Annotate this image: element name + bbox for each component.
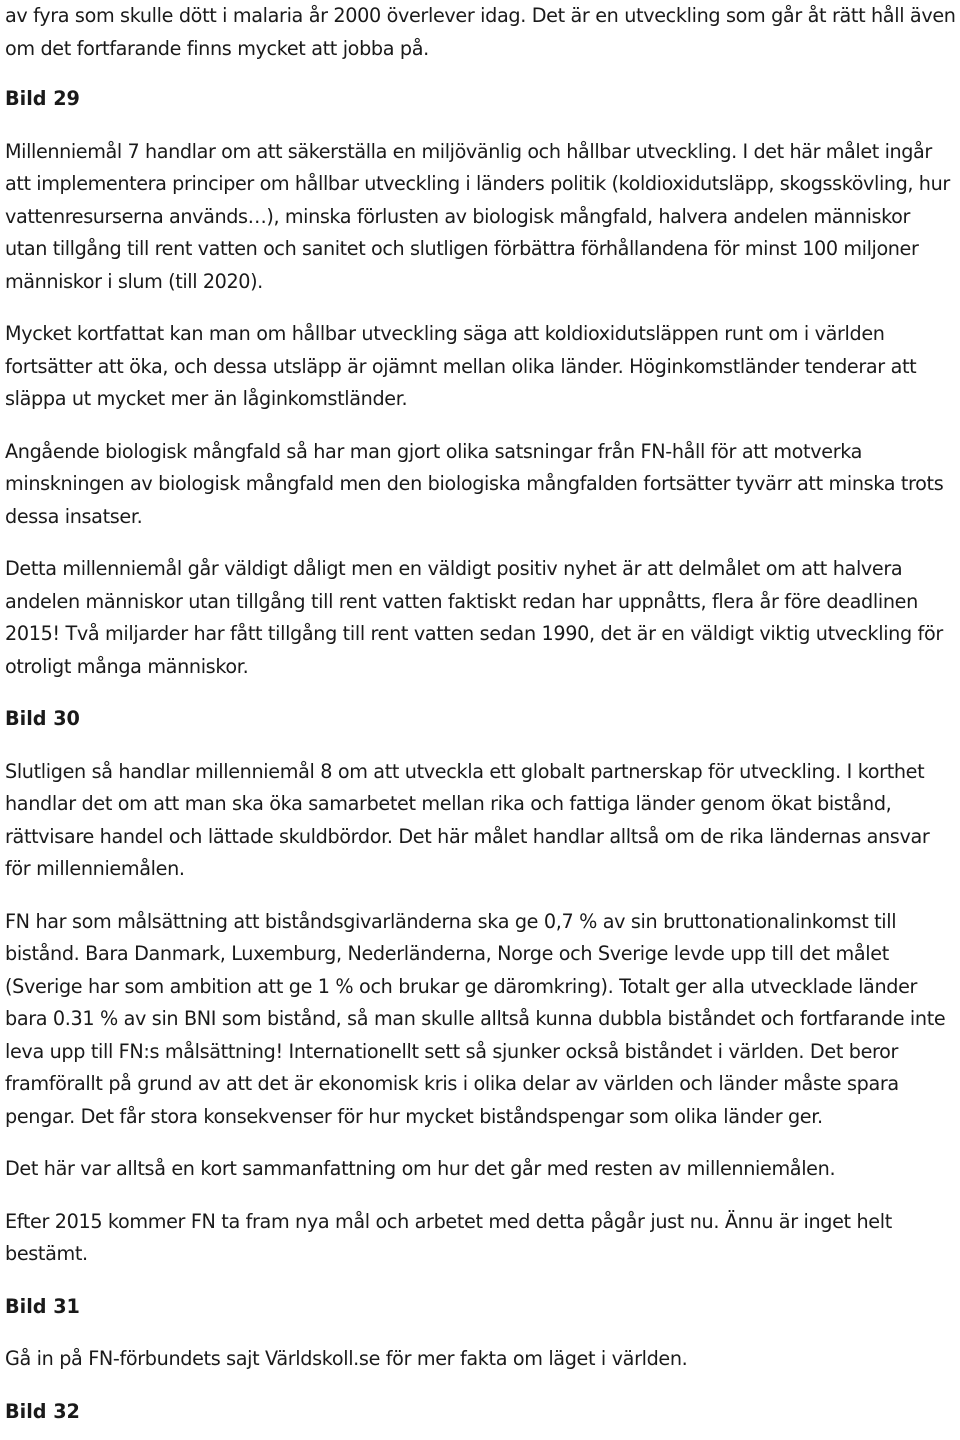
heading-bild-30: Bild 30 — [5, 707, 80, 730]
heading-bild-31: Bild 31 — [5, 1294, 80, 1318]
paragraph-mdg8: Slutligen så handlar millenniemål 8 om att utveckla ett globalt partnerskap för utveckling. I korthet handlar det om att man ska öka samarbetet mellan rika och fattiga länder genom ökat bistånd, rättvisare handel och lättade skuldbördor. Det här målet handlar alltså om de rika ländernas ansvar för millenniemålen. — [5, 759, 930, 880]
paragraph-sustainable-development: Mycket kortfattat kan man om hållbar utveckling säga att koldioxidutsläppen runt om i världen fortsätter att öka, och dessa utsläpp är ojämnt mellan olika länder. Höginkomstländer tenderar att släppa ut mycket mer än låginkomstländer. — [5, 322, 917, 410]
paragraph-post-2015: Efter 2015 kommer FN ta fram nya mål och arbetet med detta pågår just nu. Ännu är inget helt bestämt. — [5, 1209, 892, 1265]
paragraph-mdg7: Millenniemål 7 handlar om att säkerställa en miljövänlig och hållbar utveckling. I det här målet ingår att implementera principer om hållbar utveckling i länders politik (koldioxidutsläpp, skogsskövling, hur vattenresurserna används…), minska förlusten av biologisk mångfald, halvera andelen människor utan tillgång till rent vatten och sanitet och slutligen förbättra förhållandena för minst 100 miljoner människor i slum (till 2020). — [5, 139, 950, 293]
paragraph-aid-target: FN har som målsättning att biståndsgivarländerna ska ge 0,7 % av sin bruttonationalinkomst till bistånd. Bara Danmark, Luxemburg, Nederländerna, Norge och Sverige levde upp till det målet (Sverige har som ambition att ge 1 % och brukar ge däromkring). Totalt ger alla utvecklade länder bara 0.31 % av sin BNI som bistånd, så man skulle alltså kunna dubbla biståndet och fortfarande inte leva upp till FN:s målsättning! Internationellt sett så sjunker också biståndet i världen. Det beror framförallt på grund av att det är ekonomisk kris i olika delar av världen och länder måste spara pengar. Det får stora konsekvenser för hur mycket biståndspengar som olika länder ger. — [5, 909, 946, 1128]
paragraph-summary: Det här var alltså en kort sammanfattning om hur det går med resten av millenniemålen. — [5, 1157, 836, 1180]
paragraph-biodiversity: Angående biologisk mångfald så har man gjort olika satsningar från FN-håll för att motverka minskningen av biologisk mångfald men den biologiska mångfalden fortsätter tyvärr att minska trots dessa insatser. — [5, 439, 944, 528]
paragraph-clean-water: Detta millenniemål går väldigt dåligt men en väldigt positiv nyhet är att delmålet om att halvera andelen människor utan tillgång till rent vatten faktiskt redan har uppnåtts, flera år före deadlinen 2015! Två miljarder har fått tillgång till rent vatten sedan 1990, det är en väldigt viktig utveckling för otroligt många människor. — [5, 557, 943, 678]
intro-paragraph: av fyra som skulle dött i malaria år 2000 överlever idag. Det är en utveckling som går åt rätt håll även om det fortfarande finns mycket att jobba på. — [5, 4, 956, 60]
paragraph-varldskoll: Gå in på FN-förbundets sajt Världskoll.se för mer fakta om läget i världen. — [5, 1347, 688, 1370]
heading-bild-29: Bild 29 — [5, 87, 80, 110]
document-page — [5, 0, 957, 1428]
heading-bild-32: Bild 32 — [5, 1399, 80, 1423]
